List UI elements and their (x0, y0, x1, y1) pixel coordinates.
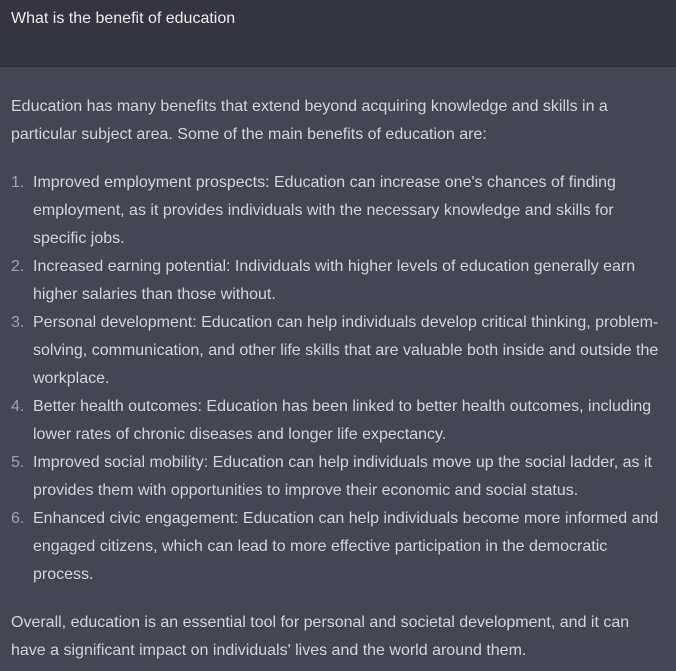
list-item (11, 253, 666, 309)
list-item-number: 1. (11, 174, 25, 191)
list-item-text: Better health outcomes: Education has been linked to better health outcomes, including lower rates of chronic diseases and longer life expectancy. (33, 398, 652, 443)
list-item-number: 6. (11, 510, 25, 527)
list-item-text: Improved social mobility: Education can help individuals move up the social ladder, as it provides them with opportunities to improve their economic and social status. (33, 454, 652, 499)
user-question: What is the benefit of education (11, 10, 236, 27)
list-item-text: Personal development: Education can help individuals develop critical thinking, problem-solving, communication, and other life skills that are valuable both inside and outside the workplace. (33, 314, 659, 387)
benefits-list (11, 169, 666, 589)
list-item (11, 449, 666, 505)
assistant-answer (11, 93, 666, 665)
list-item (11, 505, 666, 589)
list-item-number: 4. (11, 398, 25, 415)
list-item-number: 3. (11, 314, 25, 331)
list-item-number: 2. (11, 258, 25, 275)
list-item-text: Enhanced civic engagement: Education can help individuals become more informed and engaged citizens, which can lead to more effective participation in the democratic process. (33, 510, 659, 583)
answer-intro: Education has many benefits that extend beyond acquiring knowledge and skills in a particular subject area. Some of the main benefits of education are: (11, 98, 608, 143)
list-item-text: Increased earning potential: Individuals with higher levels of education generally earn higher salaries than those without. (33, 258, 636, 303)
list-item (11, 169, 666, 253)
user-message-row (0, 0, 676, 67)
list-item-number: 5. (11, 454, 25, 471)
list-item (11, 309, 666, 393)
list-item (11, 393, 666, 449)
assistant-message-row (0, 67, 676, 671)
list-item-text: Improved employment prospects: Education can increase one's chances of finding employment, as it provides individuals with the necessary knowledge and skills for specific jobs. (33, 174, 616, 247)
answer-conclusion: Overall, education is an essential tool for personal and societal development, and it can have a significant impact on individuals' lives and the world around them. (11, 614, 630, 659)
